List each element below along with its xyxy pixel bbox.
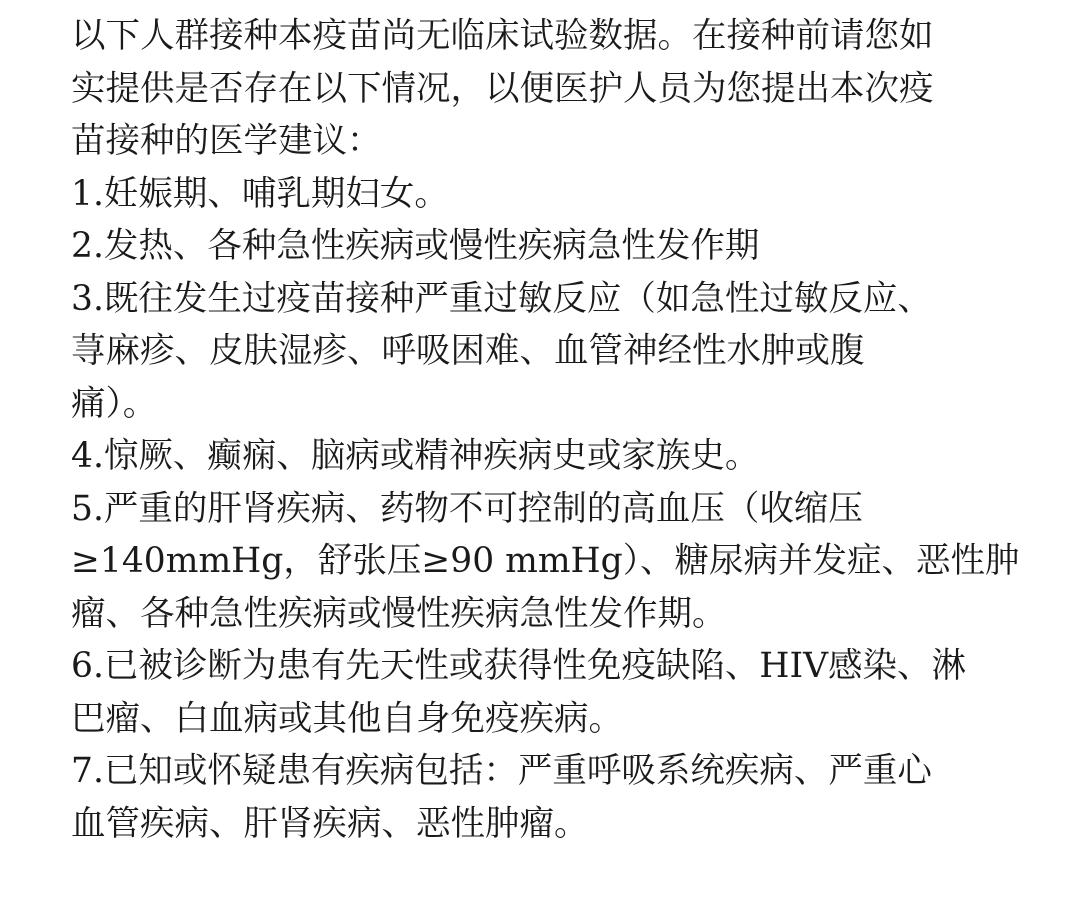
text-line-item-6b: 巴瘤、白血病或其他自身免疫疾病。	[71, 698, 623, 739]
text-line-item-1: 1.妊娠期、哺乳期妇女。	[71, 173, 449, 214]
text-line-item-5b: ≥140mmHg，舒张压≥90 mmHg）、糖尿病并发症、恶性肿	[71, 541, 1020, 581]
text-line-item-7b: 血管疾病、肝肾疾病、恶性肿瘤。	[71, 803, 589, 844]
text-line-item-4: 4.惊厥、癫痫、脑病或精神疾病史或家族史。	[71, 436, 760, 476]
text-line-item-2: 2.发热、各种急性疾病或慢性疾病急性发作期	[71, 226, 760, 266]
text-line-item-3c: 痛）。	[71, 383, 158, 424]
text-line-intro-2: 实提供是否存在以下情况，以便医护人员为您提出本次疫	[71, 68, 934, 109]
text-line-item-3b: 荨麻疹、皮肤湿疹、呼吸困难、血管神经性水肿或腹	[71, 331, 865, 371]
text-line-intro-1: 以下人群接种本疫苗尚无临床试验数据。在接种前请您如	[71, 16, 934, 56]
text-line-item-7a: 7.已知或怀疑患有疾病包括：严重呼吸系统疾病、严重心	[71, 751, 932, 791]
text-line-item-3a: 3.既往发生过疫苗接种严重过敏反应（如急性过敏反应、	[71, 278, 932, 319]
text-line-item-6a: 6.已被诊断为患有先天性或获得性免疫缺陷、HIV感染、淋	[71, 646, 967, 686]
text-line-item-5c: 瘤、各种急性疾病或慢性疾病急性发作期。	[71, 593, 727, 634]
text-line-item-5a: 5.严重的肝肾疾病、药物不可控制的高血压（收缩压	[71, 488, 863, 529]
text-line-intro-3: 苗接种的医学建议：	[71, 121, 382, 161]
